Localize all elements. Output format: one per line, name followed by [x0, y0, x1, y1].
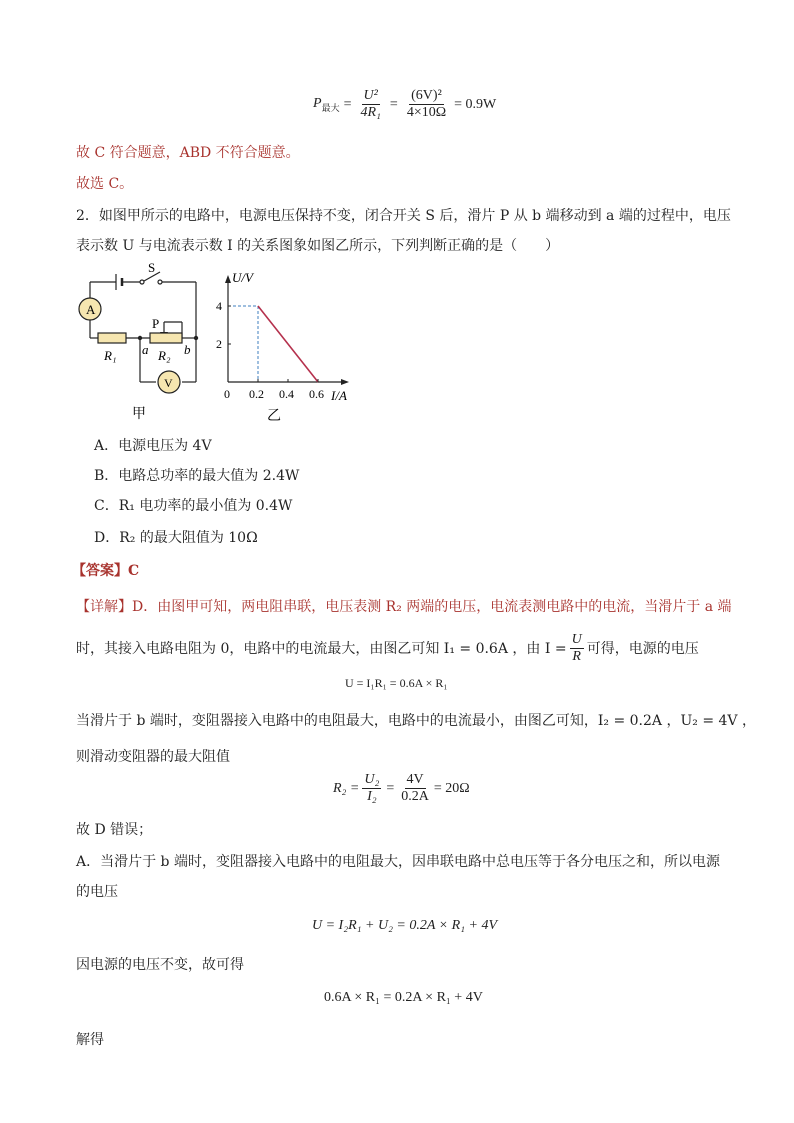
d-wrong: 故 D 错误；: [76, 822, 153, 838]
detail-line-2: [76, 632, 699, 665]
fraction-numeric: $\frac{\text{(6V)²}}{4\times 10\Omega}$: [406, 88, 447, 120]
y-axis-arrow-icon: [225, 275, 231, 283]
r2-label: R₂: [158, 348, 171, 363]
equals-sign: =: [343, 96, 352, 112]
y-tick-label: 4: [216, 299, 222, 313]
detail-line-1-text: 【详解】D．由图甲可知，两电阻串联，电压表测 R₂ 两端的电压，电流表测电路中的电流，当滑片于 a 端: [76, 599, 732, 615]
junction-dot-right: [194, 336, 198, 340]
end-a-label: a: [142, 342, 149, 357]
series-line: [258, 306, 318, 382]
power-max-formula: [313, 88, 496, 121]
conclusion-c: 故 C 符合题意，ABD 不符合题意。: [76, 145, 300, 161]
detail-line-2-a: 时，其接入电路电阻为 0，电路中的电流最大，由图乙可知 I₁ = 0.6A ，由 I =: [76, 640, 567, 657]
detail-line-2-b: 可得，电源的电压: [586, 640, 699, 657]
x-axis-arrow-icon: [341, 379, 349, 385]
x-tick-label: 0.2: [249, 387, 264, 401]
detail-line-1: [76, 597, 732, 617]
circuit-caption: 甲: [132, 407, 146, 422]
fraction-u2-i2: $\frac{\text{U₂}}{\text{I₂}}$: [364, 772, 380, 804]
option-b: B．电路总功率的最大值为 2.4W: [94, 468, 300, 484]
power-result: = 0.9W: [454, 96, 497, 112]
source-constant: 因电源的电压不变，故可得: [76, 957, 244, 973]
x-tick-label: 0.4: [279, 387, 294, 401]
resistor-r1: [98, 333, 126, 343]
choose-c: 故选 C。: [76, 176, 134, 192]
y-tick-label: 2: [216, 337, 222, 351]
end-b-label: b: [184, 342, 191, 357]
x-tick-label: 0.6: [309, 387, 324, 401]
formula-r2-max: R₂ = $\frac{\text{U₂}}{\text{I₂}}$ = $\frac{4V}{0.2A}$ = 20Ω: [333, 772, 470, 804]
formula-r2-result: = 20Ω: [433, 780, 470, 796]
fraction-u2-4r1: $\frac{\text{U²}}{\text{4R₁}}$: [360, 88, 381, 120]
formula-equation: 0.6A × R₁ = 0.2A × R₁ + 4V: [324, 990, 483, 1005]
option-a: A．电源电压为 4V: [94, 438, 212, 454]
resistor-r2: [150, 333, 182, 343]
question-2-line-1: 2．如图甲所示的电路中，电源电压保持不变，闭合开关 S 后，滑片 P 从 b 端移动到 a 端的过程中，电压: [76, 208, 731, 224]
option-c: C．R₁ 电功率的最小值为 0.4W: [94, 498, 293, 514]
formula-r2-lhs: R₂ =: [333, 780, 360, 796]
fraction-u-over-r: $\frac{U}{R}$: [571, 632, 582, 664]
equals-sign-2: =: [389, 96, 398, 112]
option-d: D．R₂ 的最大阻值为 10Ω: [94, 530, 258, 546]
fraction-4v-02a: $\frac{4V}{0.2A}$: [401, 772, 429, 804]
a-line-2: 的电压: [76, 884, 118, 900]
slider-label: P: [152, 316, 160, 331]
u-i-chart: [214, 266, 374, 426]
junction-dot: [138, 336, 142, 340]
power-symbol: $P_{最大}$: [313, 95, 340, 113]
x-axis-label: I/A: [331, 388, 347, 403]
detail-line-4: 则滑动变阻器的最大阻值: [76, 749, 230, 765]
solve-label: 解得: [76, 1032, 104, 1048]
ammeter-label: A: [86, 302, 96, 317]
r1-label: R₁: [104, 348, 117, 363]
x-tick-label: 0: [224, 387, 230, 401]
answer-label: 【答案】C: [72, 563, 140, 579]
voltmeter-label: V: [164, 376, 173, 390]
chart-caption: 乙: [267, 409, 281, 424]
y-axis-label: U/V: [232, 270, 253, 285]
formula-source-voltage: U = I₁R₁ = 0.6A × R₁: [345, 676, 448, 690]
circuit-diagram: [72, 262, 212, 422]
a-line-1: A．当滑片于 b 端时，变阻器接入电路中的电阻最大，因串联电路中总电压等于各分电压之和，所以电源: [76, 854, 720, 870]
detail-line-3: 当滑片于 b 端时，变阻器接入电路中的电阻最大，电路中的电流最小，由图乙可知，I₂ = 0.2A ，U₂ = 4V ，: [76, 713, 756, 729]
switch-label: S: [148, 262, 156, 275]
formula-u-series: U = I₂R₁ + U₂ = 0.2A × R₁ + 4V: [312, 918, 498, 933]
question-2-line-2: 表示数 U 与电流表示数 I 的关系图象如图乙所示，下列判断正确的是（ ）: [76, 238, 560, 254]
